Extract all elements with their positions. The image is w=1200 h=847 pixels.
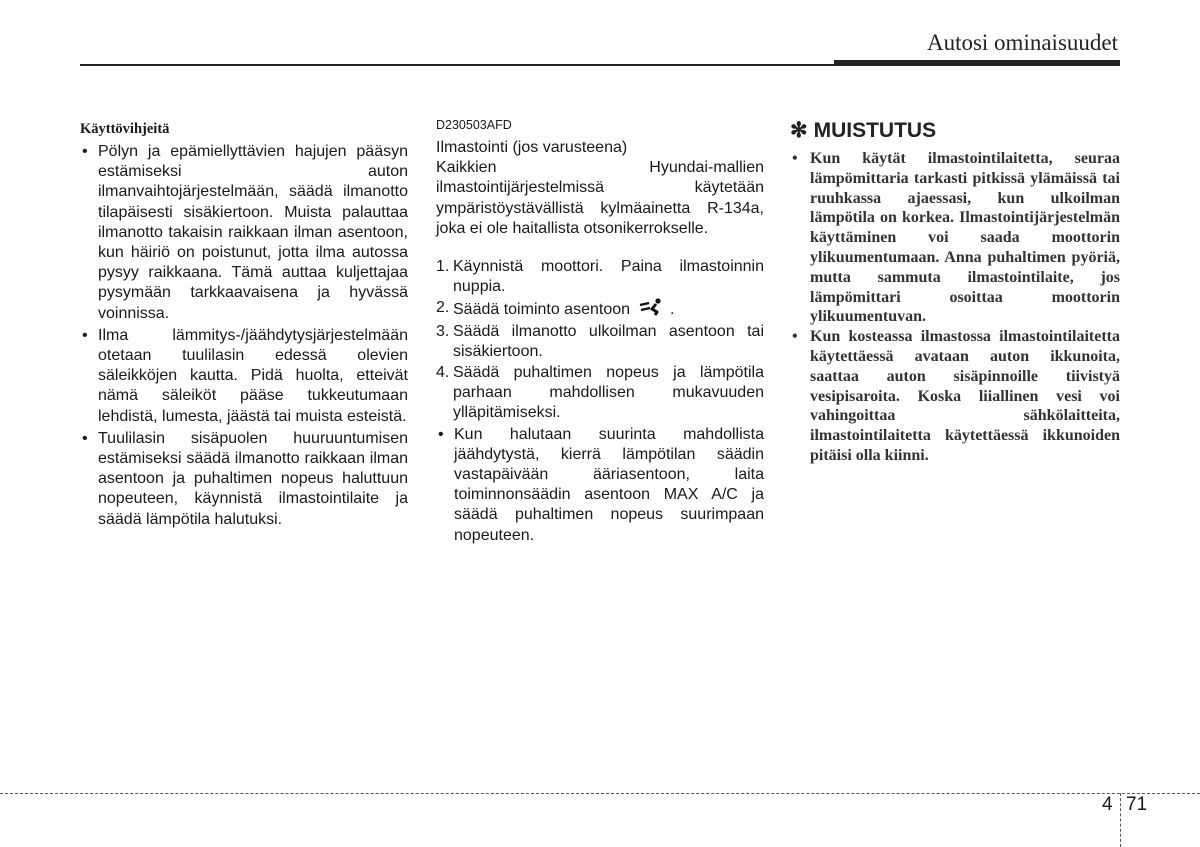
- column-tips: [80, 118, 408, 532]
- chapter-number: 4: [1102, 794, 1113, 815]
- header-rule: [80, 64, 1120, 66]
- max-cooling-list: [436, 425, 764, 546]
- list-item: 3. Säädä ilmanotto ulkoilman asentoon tai sisäkiertoon.: [436, 322, 764, 360]
- list-item: • Ilma lämmitys-/jäähdytysjärjestelmään otetaan tuulilasin edessä olevien säleikköjen kautta. Pidä huolta, etteivät nämä säleiköt pääse tukkeutumaan lehdistä, lumesta, jäästä tai muista esteistä.: [82, 326, 408, 425]
- bullet-icon: •: [82, 326, 88, 344]
- section-code: D230503AFD: [436, 118, 512, 132]
- footer-divider: [1120, 793, 1121, 847]
- asterisk-icon: ✻: [790, 119, 808, 142]
- section-title: Ilmastointi (jos varusteena): [436, 139, 628, 156]
- list-item: 4. Säädä puhaltimen nopeus ja lämpötila parhaan mahdollisen mukavuuden ylläpitämiseksi.: [436, 364, 764, 422]
- list-item: 1. Käynnistä moottori. Paina ilmastoinnin nuppia.: [436, 258, 764, 296]
- list-item: 2. Säädä toiminto asentoon .: [436, 299, 675, 319]
- bullet-icon: •: [82, 429, 88, 447]
- floor-vent-mode-icon: [638, 298, 664, 316]
- bullet-icon: •: [792, 150, 798, 167]
- notice-heading: ✻ MUISTUTUS: [790, 119, 937, 142]
- bullet-icon: •: [792, 328, 798, 346]
- list-item: • Kun käytät ilmastointilaitetta, seuraa lämpömittaria tarkasti pitkissä ylämäissä tai ruuhkassa ajaessasi, kun ulkoilman lämpötila on korkea. Ilmastointijärjestelmän käyttäminen voi saada moottorin ylikuumentumaan. Anna puhaltimen pyöriä, mutta sammuta ilmastointilaite, jos lämpömittari osoittaa moottorin ylikuumentuvan.: [792, 150, 1120, 326]
- section-intro: Kaikkien Hyundai-mallien ilmastointijärjestelmissä käytetään ympäristöystävällistä kylmäainetta R-134a, joka ei ole haitallista otsonikerrokselle.: [436, 159, 764, 237]
- steps-list: [436, 257, 764, 424]
- list-item: • Kun kosteassa ilmastossa ilmastointilaitetta käytettäessä avataan auton ikkunoita, saattaa auton sisäpinnoille tiivistyä vesipisaroita. Koska liiallinen vesi voi vahingoittaa sähkölaitteita, ilmastointilaitetta käytettäessä ikkunoiden pitäisi olla kiinni.: [792, 328, 1120, 464]
- page-number: 71: [1126, 794, 1148, 815]
- footer-dashed-line: [0, 793, 1200, 794]
- bullet-icon: •: [82, 143, 88, 160]
- page-header-title: Autosi ominaisuudet: [926, 30, 1118, 55]
- tips-list: [80, 142, 408, 530]
- column-notice: [790, 118, 1120, 466]
- list-item: • Pölyn ja epämiellyttävien hajujen pääsyn estämiseksi auton ilmanvaihtojärjestelmään, säädä ilmanotto tilapäisesti sisäkiertoon. Muista palauttaa ilmanotto takaisin raikkaan ilman asentoon, kun häiriö on poistunut, jotta ilma autossa pysyy raikkaana. Tämä auttaa kuljettajaa pysymään tarkkaavaisena ja hyvässä voinnissa.: [82, 143, 408, 322]
- bullet-icon: •: [438, 425, 444, 443]
- column-air-conditioning: [436, 118, 764, 548]
- list-item: • Kun halutaan suurinta mahdollista jäähdytystä, kierrä lämpötilan säädin vastapäivään ääriasentoon, laita toiminnonsäädin asentoon MAX A/C ja säädä puhaltimen nopeus suurimpaan nopeuteen.: [438, 425, 764, 544]
- notice-list: [790, 149, 1120, 466]
- tips-heading: Käyttövihjeitä: [80, 121, 170, 137]
- list-item: • Tuulilasin sisäpuolen huuruuntumisen estämiseksi säädä ilmanotto raikkaan ilman asentoon ja puhaltimen nopeus haluttuun nopeuteen, käynnistä ilmastointilaite ja säädä lämpötila halutuksi.: [82, 429, 408, 528]
